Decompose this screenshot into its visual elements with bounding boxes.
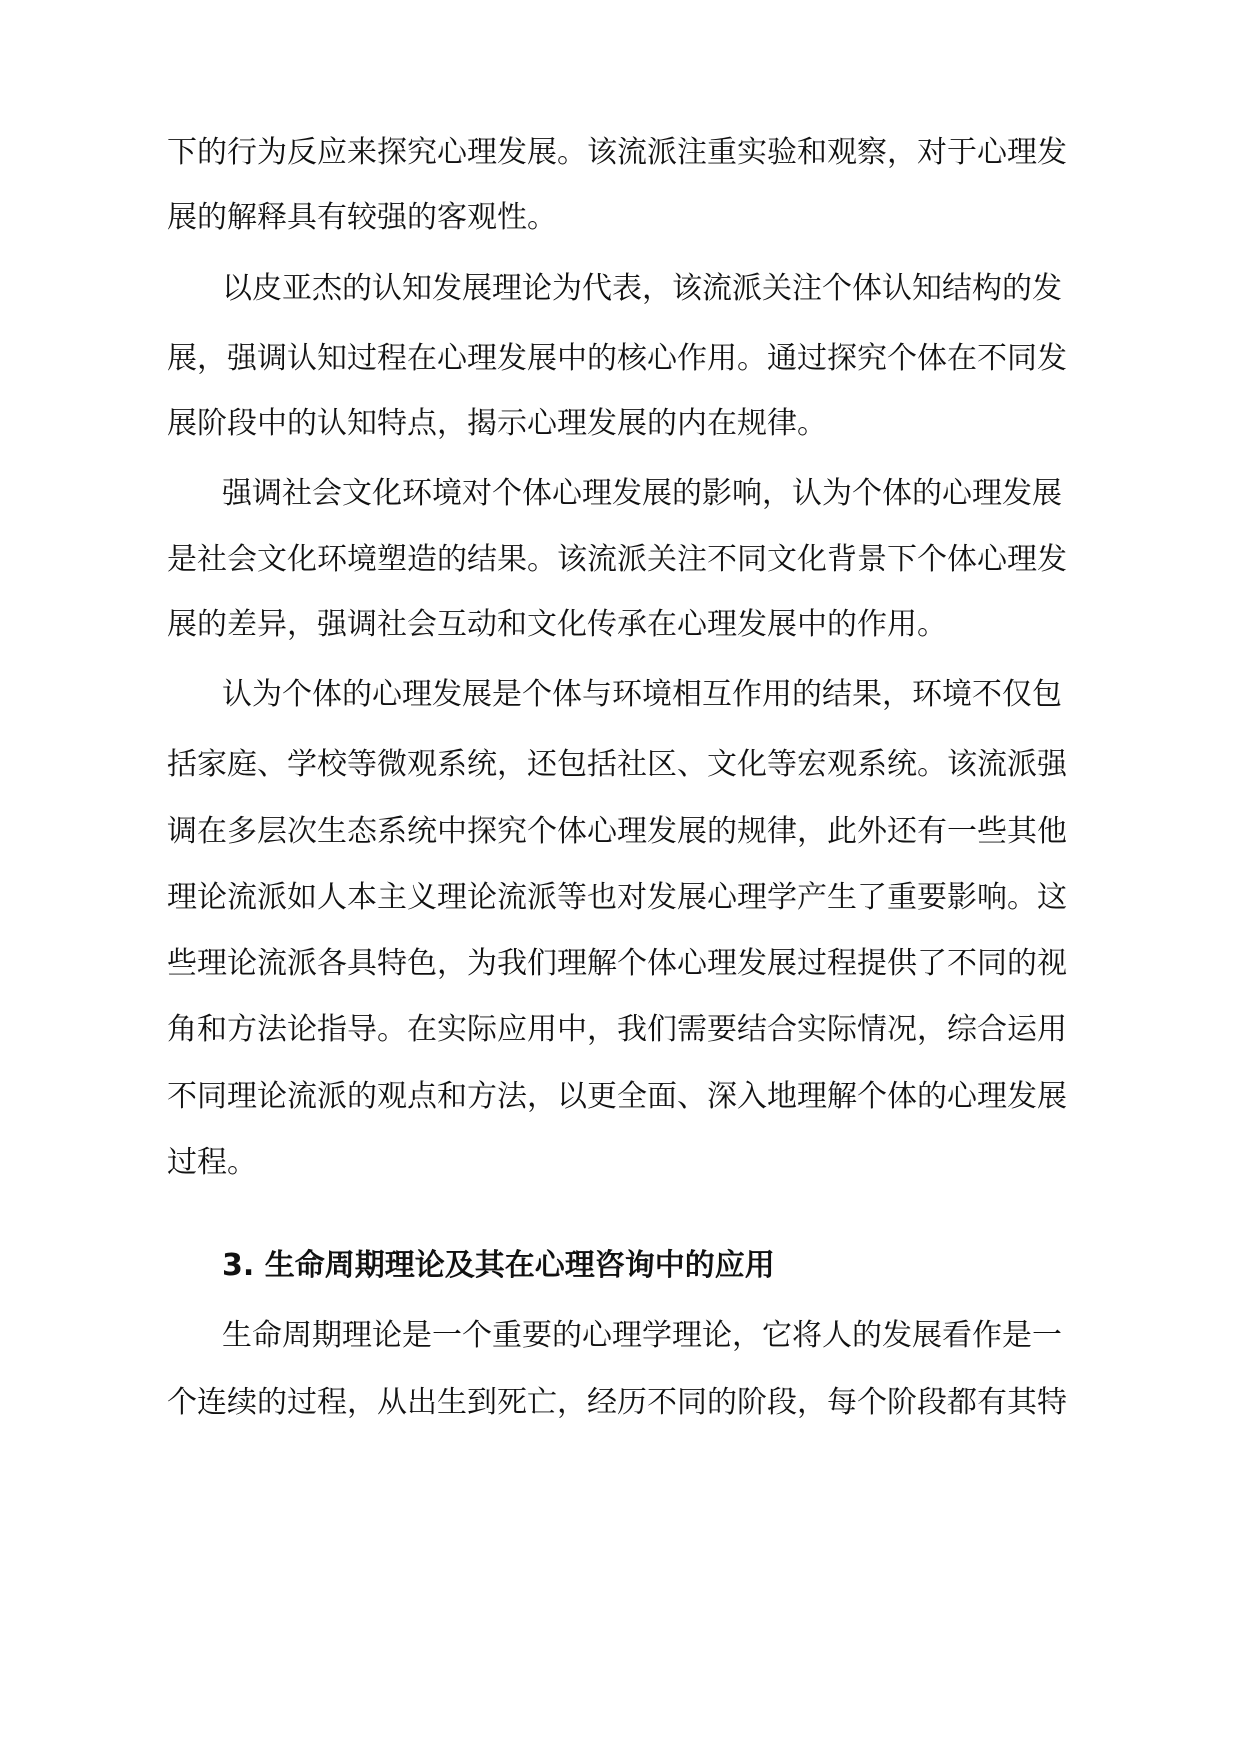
paragraph-4-line-4: 理论流派如人本主义理论流派等也对发展心理学产生了重要影响。这 xyxy=(167,880,1067,915)
paragraph-4-line-2: 括家庭、学校等微观系统，还包括社区、文化等宏观系统。该流派强 xyxy=(167,747,1067,782)
paragraph-3-line-2: 是社会文化环境塑造的结果。该流派关注不同文化背景下个体心理发 xyxy=(167,542,1067,577)
paragraph-2-line-2: 展，强调认知过程在心理发展中的核心作用。通过探究个体在不同发 xyxy=(167,341,1067,376)
paragraph-3-line-3: 展的差异，强调社会互动和文化传承在心理发展中的作用。 xyxy=(167,607,947,642)
paragraph-3-line-1: 强调社会文化环境对个体心理发展的影响，认为个体的心理发展 xyxy=(222,476,1062,511)
paragraph-2-line-1: 以皮亚杰的认知发展理论为代表，该流派关注个体认知结构的发 xyxy=(222,271,1062,306)
paragraph-4-line-8: 过程。 xyxy=(167,1145,257,1180)
paragraph-5-line-2: 个连续的过程，从出生到死亡，经历不同的阶段，每个阶段都有其特 xyxy=(167,1385,1067,1420)
paragraph-4-line-5: 些理论流派各具特色，为我们理解个体心理发展过程提供了不同的视 xyxy=(167,946,1067,981)
paragraph-4-line-7: 不同理论流派的观点和方法，以更全面、深入地理解个体的心理发展 xyxy=(167,1079,1067,1114)
paragraph-5-line-1: 生命周期理论是一个重要的心理学理论，它将人的发展看作是一 xyxy=(222,1318,1062,1353)
paragraph-1-line-1: 下的行为反应来探究心理发展。该流派注重实验和观察，对于心理发 xyxy=(167,135,1067,170)
paragraph-4-line-3: 调在多层次生态系统中探究个体心理发展的规律，此外还有一些其他 xyxy=(167,814,1067,849)
paragraph-2-line-3: 展阶段中的认知特点，揭示心理发展的内在规律。 xyxy=(167,406,827,441)
section-heading: 3. 生命周期理论及其在心理咨询中的应用 xyxy=(222,1248,775,1283)
paragraph-4-line-6: 角和方法论指导。在实际应用中，我们需要结合实际情况，综合运用 xyxy=(167,1012,1067,1047)
paragraph-4-line-1: 认为个体的心理发展是个体与环境相互作用的结果，环境不仅包 xyxy=(222,677,1062,712)
paragraph-1-line-2: 展的解释具有较强的客观性。 xyxy=(167,200,557,235)
